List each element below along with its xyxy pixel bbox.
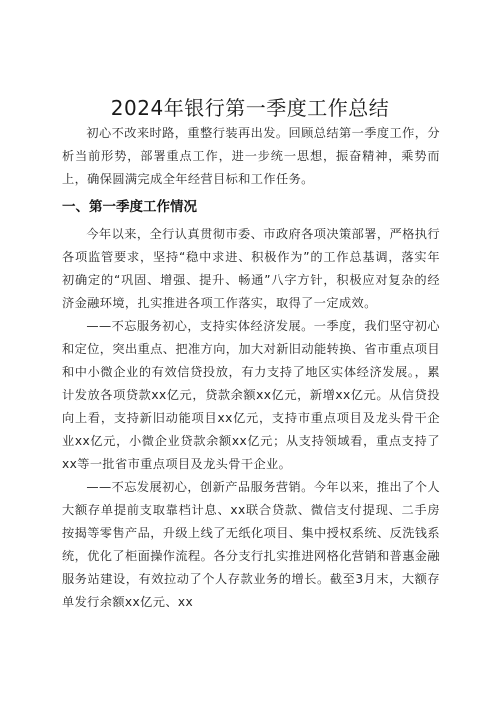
body-paragraph: 今年以来，全行认真贯彻市委、市政府各项决策部署，严格执行各项监管要求，坚持“稳中求进、积极作为”的工作总基调，落实年初确定的“巩固、增强、提升、畅通”八字方针，积极应对复杂的经济金融环境，扎实推进各项工作落实，取得了一定成效。 [62, 227, 440, 310]
body-paragraph: ——不忘服务初心，支持实体经济发展。一季度，我们坚守初心和定位，突出重点、把准方向，加大对新旧动能转换、省市重点项目和中小微企业的有效信贷投放，有力支持了地区实体经济发展。，累计发放各项贷款xx亿元，贷款余额xx亿元，新增xx亿元。从信贷投向上看，支持新旧动能项目xx亿元，支持市重点项目及龙头骨干企业xx亿元，小微企业贷款余额xx亿元；从支持领域看，重点支持了xx等一批省市重点项目及龙头骨干企业。 [62, 319, 440, 471]
document-body [62, 122, 440, 614]
document-title: 2024年银行第一季度工作总结 [110, 96, 390, 120]
section-heading: 一、第一季度工作情况 [62, 199, 197, 215]
intro-paragraph: 初心不改来时路，重整行装再出发。回顾总结第一季度工作，分析当前形势，部署重点工作，进一步统一思想，振奋精神，乘势而上，确保圆满完成全年经营目标和工作任务。 [62, 126, 440, 186]
body-paragraph: ——不忘发展初心，创新产品服务营销。今年以来，推出了个人大额存单提前支取靠档计息、xx联合贷款、微信支付提现、二手房按揭等零售产品，升级上线了无纸化项目、集中授权系统、反洗钱系统，优化了柜面操作流程。各分支行扎实推进网格化营销和普惠金融服务站建设，有效拉动了个人存款业务的增长。截至3月末，大额存单发行余额xx亿元、xx [62, 480, 440, 609]
